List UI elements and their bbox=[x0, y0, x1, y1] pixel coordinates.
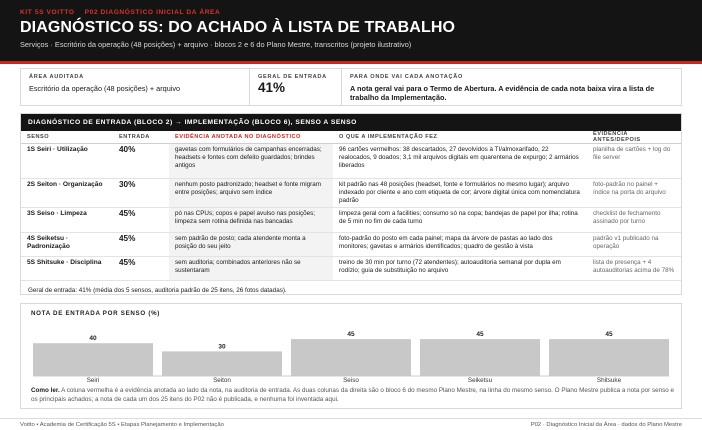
kicker-brand: KIT 5S VOITTO bbox=[20, 9, 75, 16]
table-header-row bbox=[21, 131, 681, 144]
footer-right: P02 · Diagnóstico Inicial da Área · dados do Plano Mestre bbox=[530, 422, 682, 428]
chart-category-label: Shitsuke bbox=[596, 377, 622, 384]
implementacao-cell: limpeza geral com a facilities; consumo só na copa; bandejas de papel por ilha; rotina de 5 min no fim de cada turno bbox=[333, 208, 587, 233]
how-to-read-label: Como ler. bbox=[31, 387, 60, 394]
senso-cell: 1S Seiri · Utilização bbox=[21, 144, 113, 179]
chart-category-label: Seiso bbox=[343, 377, 359, 384]
table-row bbox=[21, 144, 681, 179]
destination-card bbox=[342, 69, 681, 105]
senso-cell: 4S Seiketsu · Padronização bbox=[21, 233, 113, 257]
footer-left: Voitto • Academia de Certificação 5S • Etapas Planejamento e Implementação bbox=[20, 422, 224, 428]
entrada-cell: 45% bbox=[113, 257, 169, 281]
table-row bbox=[21, 208, 681, 233]
table-row bbox=[21, 257, 681, 281]
antes-depois-cell: padrão v1 publicado na operação bbox=[587, 233, 681, 257]
antes-depois-cell: checklist de fechamento assinado por turno bbox=[587, 208, 681, 233]
senso-cell: 5S Shitsuke · Disciplina bbox=[21, 257, 113, 281]
chart-category-label: Seiton bbox=[213, 377, 231, 384]
chart-value-label: 40 bbox=[89, 335, 97, 343]
senso-cell: 3S Seiso · Limpeza bbox=[21, 208, 113, 233]
kicker-document: P02 DIAGNÓSTICO INICIAL DA ÁREA bbox=[84, 9, 221, 16]
area-value: Escritório da operação (48 posições) + arquivo bbox=[29, 84, 181, 93]
chart-bar-seiketsu bbox=[420, 339, 540, 376]
header-kicker bbox=[20, 9, 702, 16]
table-footnote: Geral de entrada: 41% (média dos 5 sensos, auditoria padrão de 25 itens, 26 fotos datadas). bbox=[28, 287, 287, 294]
senso-cell: 2S Seiton · Organização bbox=[21, 179, 113, 208]
chart-category-label: Seiketsu bbox=[467, 377, 493, 384]
chart-value-label: 45 bbox=[605, 331, 613, 339]
implementacao-cell: kit padrão nas 48 posições (headset, fonte e formulários no mesmo lugar); arquivo indexado por cliente e ano com etiqueta de cor; árvore digital única com nomenclatura padrão bbox=[333, 179, 587, 208]
score-chart-card bbox=[20, 303, 682, 409]
implementacao-cell: treino de 30 min por turno (72 atendentes); autoauditoria semanal por dupla em rodízio; guia de substituição no arquivo bbox=[333, 257, 587, 281]
evidencia-cell: gavetas com formulários de campanhas encerradas; headsets e fontes com defeito guardados; brindes antigos bbox=[169, 144, 333, 179]
diagnostic-table bbox=[21, 131, 681, 281]
destination-value: A nota geral vai para o Termo de Abertura. A evidência de cada nota baixa vira a lista de trabalho da Implementação. bbox=[350, 84, 655, 102]
chart-bar-shitsuke bbox=[549, 339, 669, 376]
chart-value-label: 45 bbox=[347, 331, 355, 339]
how-to-read-note bbox=[31, 386, 676, 404]
score-value: 41% bbox=[258, 80, 286, 95]
score-card bbox=[250, 69, 342, 105]
evidencia-cell: sem padrão de posto; cada atendente monta a posição do seu jeito bbox=[169, 233, 333, 257]
implementacao-cell: foto-padrão do posto em cada painel; mapa da árvore de pastas ao lado dos monitores; gavetas e armários identificados; quadro de gestão à vista bbox=[333, 233, 587, 257]
antes-depois-cell: foto-padrão no painel + índice na porta do arquivo bbox=[587, 179, 681, 208]
entrada-cell: 40% bbox=[113, 144, 169, 179]
antes-depois-cell: lista de presença + 4 autoauditorias acima de 78% bbox=[587, 257, 681, 281]
implementacao-cell: 96 cartões vermelhos: 38 descartados, 27 devolvidos à TI/almoxarifado, 22 realocados, 9 doados; 3,1 mil arquivos digitais em quarentena de expurgo; 2 armários liberados bbox=[333, 144, 587, 179]
summary-cards bbox=[20, 68, 682, 106]
chart-bar-seiso bbox=[291, 339, 411, 376]
evidencia-cell: pó nas CPUs; copos e papel avulso nas posições; limpeza sem rotina definida nas bancadas bbox=[169, 208, 333, 233]
chart-title: NOTA DE ENTRADA POR SENSO (%) bbox=[31, 310, 161, 317]
chart-bar-seiton bbox=[162, 351, 282, 376]
area-label: ÁREA AUDITADA bbox=[29, 74, 84, 80]
entrada-cell: 45% bbox=[113, 208, 169, 233]
how-to-read-text: A coluna vermelha é a evidência anotada ao lado da nota, na auditoria de entrada. As duas colunas da direita são o bloco 6 do mesmo Plano Mestre, na linha do mesmo senso. O Plano Mestre publica a nota por senso e os principais achados; a nota de cada um dos 25 itens do P02 não é publicada, e nenhuma foi inventada aqui. bbox=[31, 387, 675, 403]
evidencia-cell: sem auditoria; combinados anteriores não se sustentaram bbox=[169, 257, 333, 281]
table-title: DIAGNÓSTICO DE ENTRADA (BLOCO 2) → IMPLEMENTAÇÃO (BLOCO 6), SENSO A SENSO bbox=[21, 114, 681, 131]
chart-category-label: Seiri bbox=[86, 377, 100, 384]
table-row bbox=[21, 179, 681, 208]
col-header-senso: SENSO bbox=[21, 131, 113, 144]
page-title: DIAGNÓSTICO 5S: DO ACHADO À LISTA DE TRABALHO bbox=[20, 19, 456, 36]
chart-value-label: 30 bbox=[218, 343, 226, 351]
entrada-cell: 30% bbox=[113, 179, 169, 208]
area-card bbox=[21, 69, 250, 105]
evidencia-cell: nenhum posto padronizado; headset e fonte migram entre posições; arquivo sem índice bbox=[169, 179, 333, 208]
col-header-antes-depois: EVIDÊNCIA ANTES/DEPOIS bbox=[587, 131, 681, 144]
destination-label: PARA ONDE VAI CADA ANOTAÇÃO bbox=[350, 74, 464, 80]
col-header-implementacao: O QUE A IMPLEMENTAÇÃO FEZ bbox=[333, 131, 587, 144]
page-header bbox=[0, 0, 702, 61]
col-header-evidencia: EVIDÊNCIA ANOTADA NO DIAGNÓSTICO bbox=[169, 131, 333, 144]
score-label: GERAL DE ENTRADA bbox=[258, 74, 327, 80]
page-subtitle: Serviços · Escritório da operação (48 posições) + arquivo · blocos 2 e 6 do Plano Mestre, transcritos (projeto ilustrativo) bbox=[20, 40, 412, 49]
accent-bar bbox=[0, 61, 702, 64]
chart-bar-seiri bbox=[33, 343, 153, 376]
chart-value-label: 45 bbox=[476, 331, 484, 339]
table-row bbox=[21, 233, 681, 257]
col-header-entrada: ENTRADA bbox=[113, 131, 169, 144]
entrada-cell: 45% bbox=[113, 233, 169, 257]
diagnostic-table-panel bbox=[20, 113, 682, 295]
antes-depois-cell: planilha de cartões + log do file server bbox=[587, 144, 681, 179]
page-footer bbox=[0, 418, 702, 430]
